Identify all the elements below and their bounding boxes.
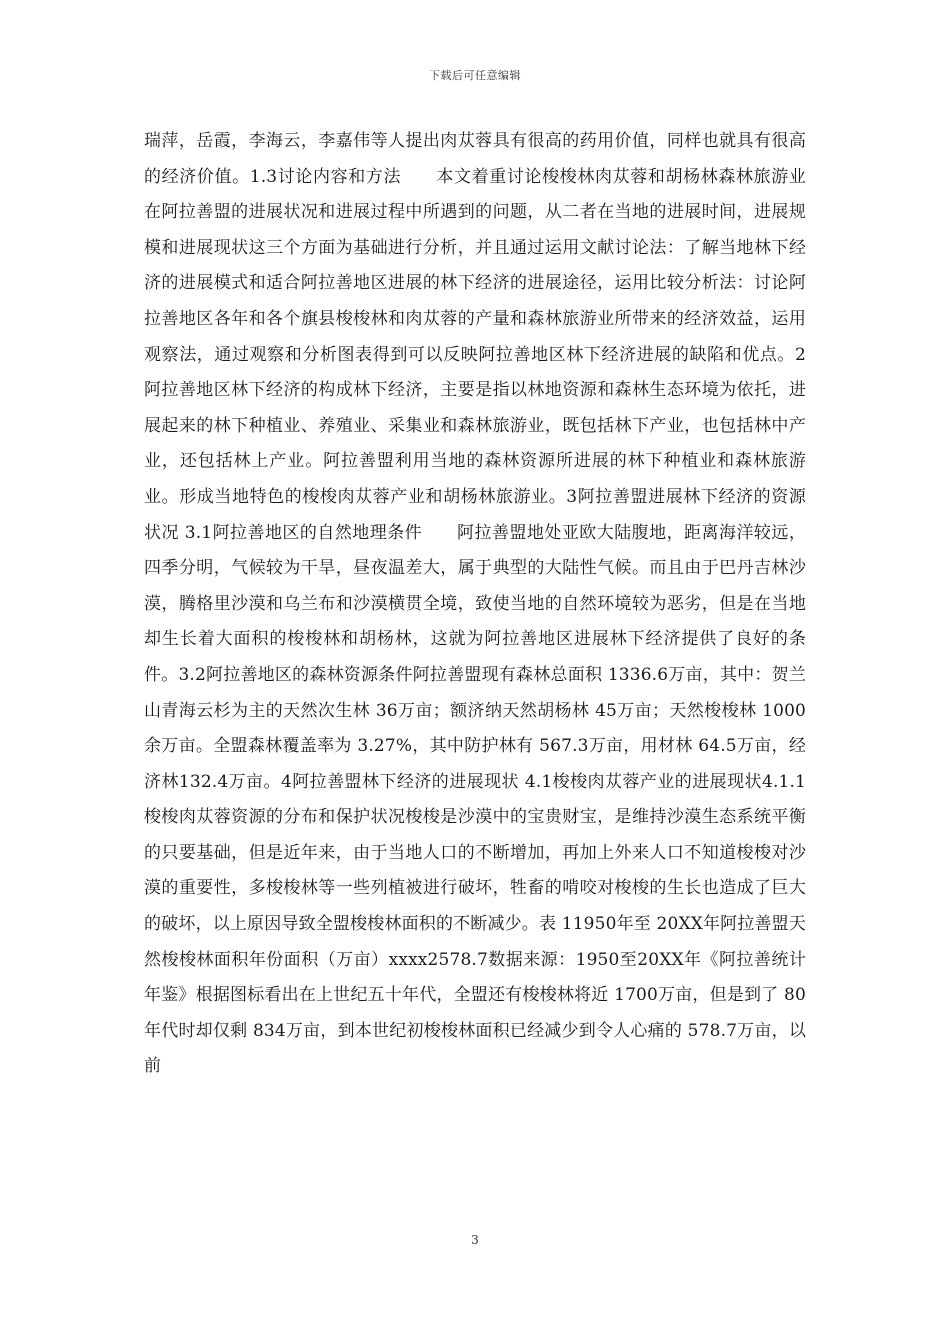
body-paragraph: 瑞萍，岳霞，李海云，李嘉伟等人提出肉苁蓉具有很高的药用价值，同样也就具有很高的经济价值。1.3讨论内容和方法 本文着重讨论梭梭林肉苁蓉和胡杨林森林旅游业在阿拉善盟的进展状况和进展过程中所遇到的问题，从二者在当地的进展时间，进展规模和进展现状这三个方面为基础进行分析，并且通过运用文献讨论法：了解当地林下经济的进展模式和适合阿拉善地区进展的林下经济的进展途径，运用比较分析法：讨论阿拉善地区各年和各个旗县梭梭林和肉苁蓉的产量和森林旅游业所带来的经济效益，运用观察法，通过观察和分析图表得到可以反映阿拉善地区林下经济进展的缺陷和优点。2阿拉善地区林下经济的构成林下经济，主要是指以林地资源和森林生态环境为依托，进展起来的林下种植业、养殖业、采集业和森林旅游业，既包括林下产业，也包括林中产业，还包括林上产业。阿拉善盟利用当地的森林资源所进展的林下种植业和森林旅游业。形成当地特色的梭梭肉苁蓉产业和胡杨林旅游业。3阿拉善盟进展林下经济的资源状况 3.1阿拉善地区的自然地理条件 阿拉善盟地处亚欧大陆腹地，距离海洋较远，四季分明，气候较为干旱，昼夜温差大，属于典型的大陆性气候。而且由于巴丹吉林沙漠，腾格里沙漠和乌兰布和沙漠横贯全境，致使当地的自然环境较为恶劣，但是在当地却生长着大面积的梭梭林和胡杨林，这就为阿拉善地区进展林下经济提供了良好的条件。3.2阿拉善地区的森林资源条件阿拉善盟现有森林总面积 1336.6万亩，其中：贺兰山青海云杉为主的天然次生林 36万亩；额济纳天然胡杨林 45万亩；天然梭梭林 1000余万亩。全盟森林覆盖率为 3.27%，其中防护林有 567.3万亩，用材林 64.5万亩，经济林132.4万亩。4阿拉善盟林下经济的进展现状 4.1梭梭肉苁蓉产业的进展现状4.1.1梭梭肉苁蓉资源的分布和保护状况梭梭是沙漠中的宝贵财宝，是维持沙漠生态系统平衡的只要基础，但是近年来，由于当地人口的不断增加，再加上外来人口不知道梭梭对沙漠的重要性，多梭梭林等一些列植被进行破坏，牲畜的啃咬对梭梭的生长也造成了巨大的破坏，以上原因导致全盟梭梭林面积的不断减少。表 11950年至 20XX年阿拉善盟天然梭梭林面积年份面积（万亩）xxxx2578.7数据来源：1950至20XX年《阿拉善统计年鉴》根据图标看出在上世纪五十年代，全盟还有梭梭林将近 1700万亩，但是到了 80年代时却仅剩 834万亩，到本世纪初梭梭林面积已经减少到令人心痛的 578.7万亩，以前 xyxy=(144,131,806,1077)
page-header: 下载后可任意编辑 xyxy=(429,69,521,82)
page-number: 3 xyxy=(471,1233,479,1247)
